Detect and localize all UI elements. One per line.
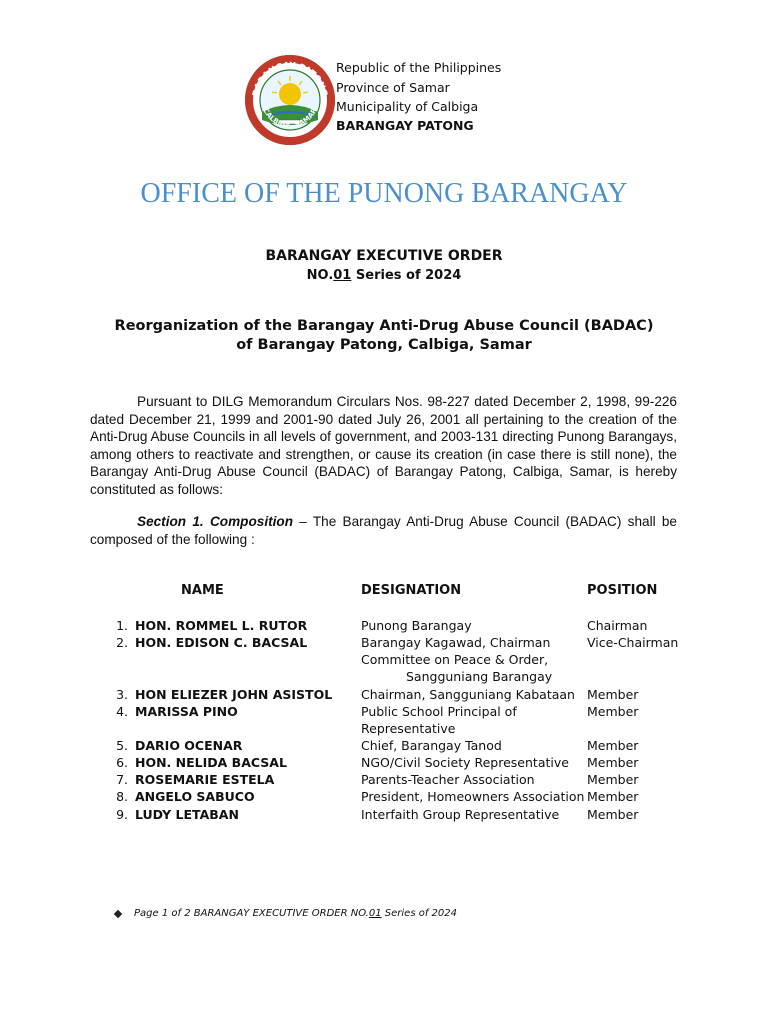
row-number: 8. [116, 789, 128, 804]
address-line-barangay: BARANGAY PATONG [336, 118, 474, 133]
subject-line-1: Reorganization of the Barangay Anti-Drug Abuse Council (BADAC) [114, 318, 654, 334]
order-number-prefix: NO. [306, 268, 334, 283]
member-position: Member [587, 738, 639, 753]
seal-bottom-text: CALBIGA, SAMAR [261, 106, 319, 130]
member-name: HON ELIEZER JOHN ASISTOL [135, 687, 333, 702]
member-name: ANGELO SABUCO [135, 789, 255, 804]
executive-order-title: BARANGAY EXECUTIVE ORDER [265, 248, 503, 264]
member-position: Chairman [587, 618, 648, 633]
member-name: LUDY LETABAN [135, 807, 239, 822]
row-number: 7. [116, 772, 128, 787]
member-designation: Committee on Peace & Order, [361, 652, 549, 667]
column-header-position: POSITION [587, 583, 658, 598]
member-designation: Chief, Barangay Tanod [361, 738, 502, 753]
barangay-seal-icon [244, 54, 336, 146]
subject-line-2: of Barangay Patong, Calbiga, Samar [236, 337, 532, 353]
order-number-series: Series of 2024 [355, 268, 462, 283]
row-number: 5. [116, 738, 128, 753]
section-1-label: Section 1. Composition [137, 514, 294, 529]
member-designation: Parents-Teacher Association [361, 772, 535, 787]
member-name: ROSEMARIE ESTELA [135, 772, 275, 787]
member-name: HON. EDISON C. BACSAL [135, 635, 308, 650]
address-line-municipality: Municipality of Calbiga [336, 99, 479, 114]
row-number: 4. [116, 704, 128, 719]
column-header-designation: DESIGNATION [361, 583, 462, 598]
member-position: Member [587, 807, 639, 822]
footer-order-number: 01 [368, 908, 382, 919]
member-designation: Punong Barangay [361, 618, 472, 633]
section-1-paragraph [90, 513, 677, 549]
member-designation: Barangay Kagawad, Chairman [361, 635, 551, 650]
footer-suffix: Series of 2024 [381, 908, 457, 919]
address-line-province: Province of Samar [336, 80, 450, 95]
row-number: 1. [116, 618, 128, 633]
member-designation: President, Homeowners Association [361, 789, 585, 804]
page-footer [134, 908, 457, 919]
office-title: OFFICE OF THE PUNONG BARANGAY [140, 178, 628, 209]
intro-paragraph: Pursuant to DILG Memorandum Circulars Nos. 98-227 dated December 2, 1998, 99-226 dated December 21, 1999 and 2001-90 dated July 26, 2001 all pertaining to the creation of the Anti-Drug Abuse Councils in all levels of government, and 2003-131 directing Punong Barangays, among others to reactivate and strengthen, or cause its creation (in case there is still none), the Barangay Anti-Drug Abuse Council (BADAC) of Barangay Patong, Calbiga, Samar, is hereby constituted as follows: [90, 394, 677, 497]
member-designation: Sangguniang Barangay [406, 669, 553, 684]
member-position: Member [587, 687, 639, 702]
member-position: Member [587, 755, 639, 770]
row-number: 9. [116, 807, 128, 822]
member-designation: NGO/Civil Society Representative [361, 755, 569, 770]
row-number: 3. [116, 687, 128, 702]
member-designation: Chairman, Sangguniang Kabataan [361, 687, 575, 702]
member-name: MARISSA PINO [135, 704, 238, 719]
member-designation: Public School Principal of [361, 704, 517, 719]
column-header-name: NAME [181, 583, 224, 598]
member-position: Member [587, 789, 639, 804]
footer-prefix: Page 1 of 2 BARANGAY EXECUTIVE ORDER NO. [134, 908, 369, 919]
member-designation: Representative [361, 721, 456, 736]
member-designation: Interfaith Group Representative [361, 807, 560, 822]
member-name: HON. ROMMEL L. RUTOR [135, 618, 308, 633]
row-number: 6. [116, 755, 128, 770]
row-number: 2. [116, 635, 128, 650]
order-number: 01 [333, 268, 352, 283]
address-line-country: Republic of the Philippines [336, 60, 502, 75]
seal-top-text: BARANGAY PATONG [251, 60, 329, 98]
member-name: HON. NELIDA BACSAL [135, 755, 287, 770]
executive-order-number [0, 268, 768, 283]
member-position: Member [587, 772, 639, 787]
member-name: DARIO OCENAR [135, 738, 243, 753]
member-position: Member [587, 704, 639, 719]
section-1-text: – The Barangay Anti-Drug Abuse Council (BADAC) shall be composed of the following : [90, 514, 677, 547]
member-position: Vice-Chairman [587, 635, 679, 650]
footer-bullet-icon [114, 910, 122, 918]
